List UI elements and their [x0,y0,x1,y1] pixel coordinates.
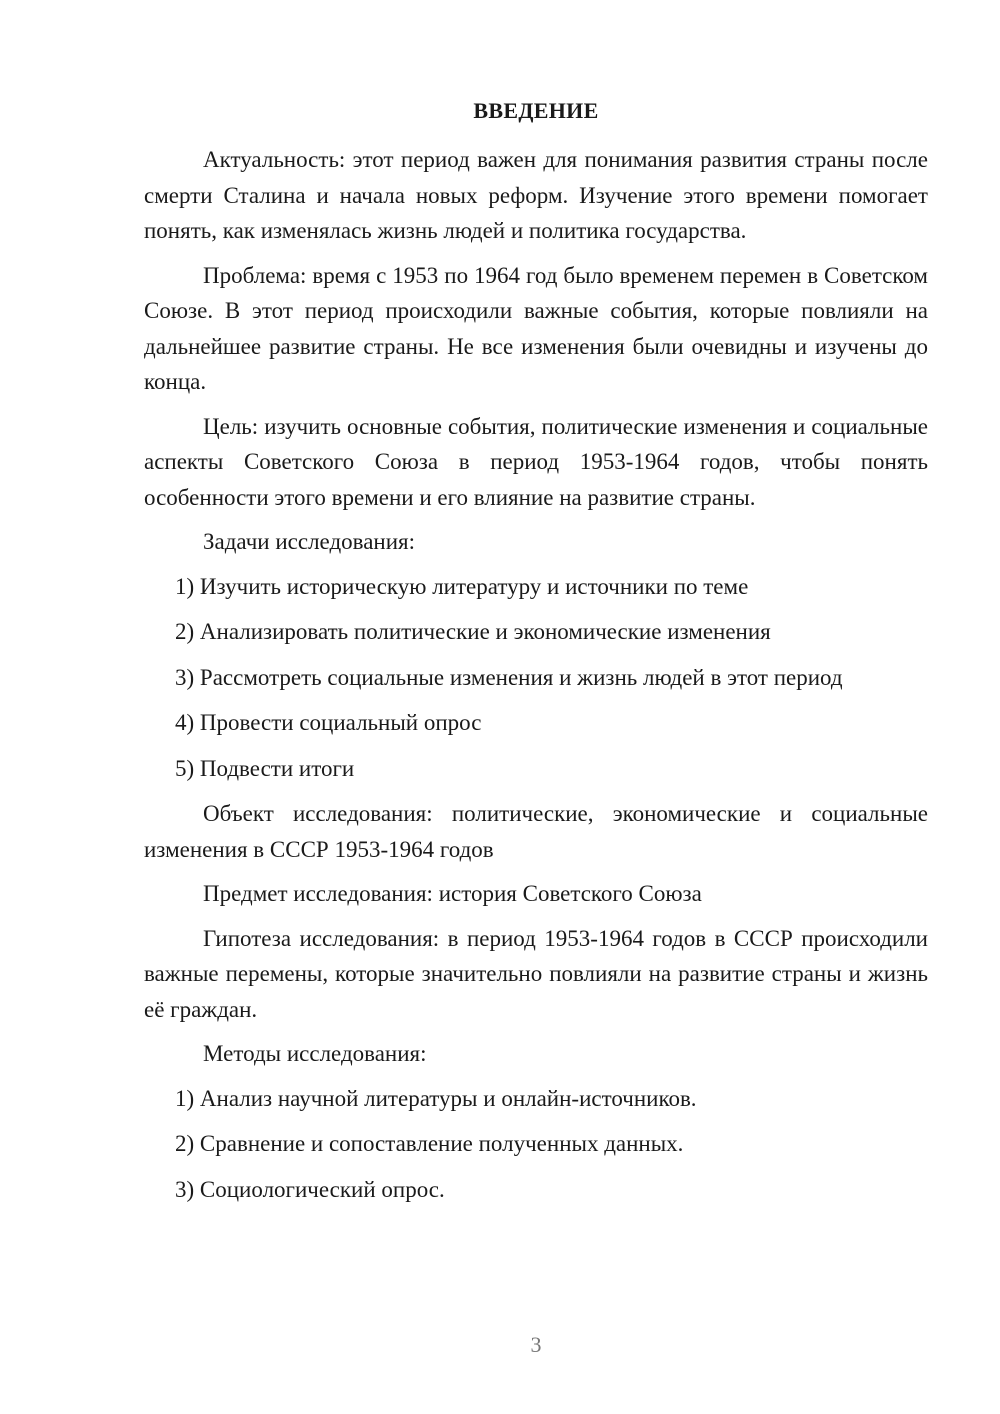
tasks-list [144,569,928,787]
relevance-paragraph: Актуальность: этот период важен для понимания развития страны после смерти Сталина и начала новых реформ. Изучение этого времени помогает понять, как изменялась жизнь людей и политика государства. [144,147,928,243]
goal-paragraph: Цель: изучить основные события, политические изменения и социальные аспекты Советского Союза в период 1953-1964 годов, чтобы понять особенности этого времени и его влияние на развитие страны. [144,413,928,510]
methods-list [144,1081,928,1208]
method-item: 3) Социологический опрос. [175,1176,445,1202]
task-item: 5) Подвести итоги [175,755,355,781]
method-item: 1) Анализ научной литературы и онлайн-источников. [175,1085,697,1111]
task-item: 2) Анализировать политические и экономические изменения [175,619,771,644]
method-item: 2) Сравнение и сопоставление полученных данных. [175,1131,684,1156]
task-item: 3) Рассмотреть социальные изменения и жизнь людей в этот период [175,664,843,690]
page-number: 3 [530,1332,542,1357]
section-title: ВВЕДЕНИЕ [473,98,599,123]
hypothesis-paragraph: Гипотеза исследования: в период 1953-1964 годов в СССР происходили важные перемены, которые значительно повлияли на развитие страны и жизнь её граждан. [144,925,928,1022]
task-item: 4) Провести социальный опрос [175,710,482,735]
subject-paragraph: Предмет исследования: история Советского Союза [203,881,702,906]
object-paragraph: Объект исследования: политические, экономические и социальные изменения в СССР 1953-1964 годов [144,801,928,862]
page-content [144,96,928,1217]
tasks-heading: Задачи исследования: [203,529,416,554]
problem-paragraph: Проблема: время с 1953 по 1964 год было временем перемен в Советском Союзе. В этот период происходили важные события, которые повлияли на дальнейшее развитие страны. Не все изменения были очевидны и изучены до конца. [144,262,928,394]
methods-heading: Методы исследования: [203,1041,427,1066]
task-item: 1) Изучить историческую литературу и источники по теме [175,573,749,599]
